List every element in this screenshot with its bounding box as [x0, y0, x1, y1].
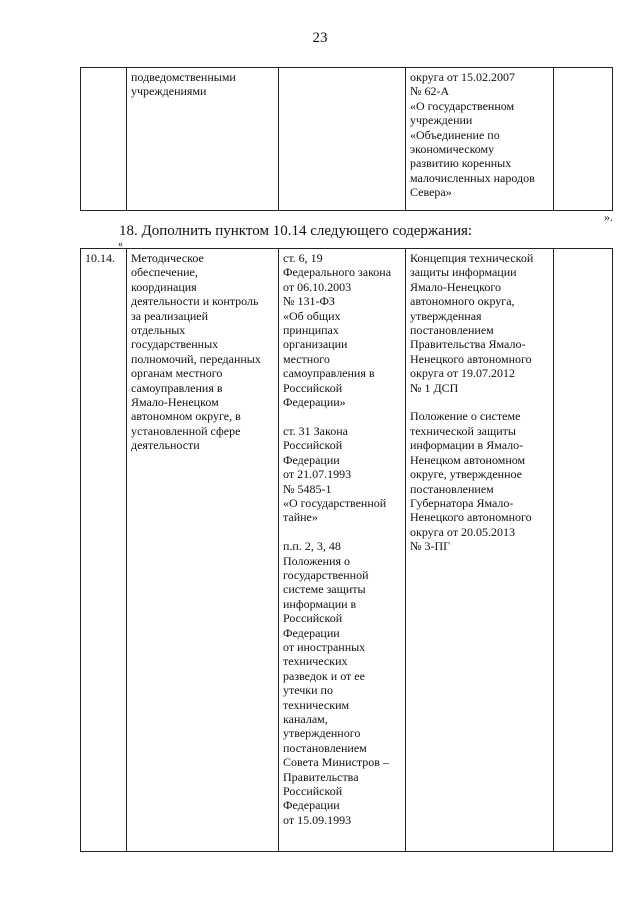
cell-legal-basis: ст. 6, 19 Федерального закона от 06.10.2003 № 131-ФЗ «Об общих принципах организации местного самоуправления в Российской Федерации» ст. 31 Закона Российской Федерации от 21.07.1993 № 5485-1 «О государственной тайне» п.п. 2, 3, 48 Положения о государственной системе защиты информации в Российской Федерации от иностранных технических разведок и от ее утечки по техническим каналам, утвержденного постановлением Совета Министров – Правительства Российской Федерации от 15.09.1993	[279, 249, 406, 852]
cell-empty	[554, 68, 613, 211]
cell-authority: Методическое обеспечение, координация деятельности и контроль за реализацией отдельных государственных полномочий, переданных органам местного самоуправления в Ямало-Ненецком автономном округе, в установленной сфере деятельности	[127, 249, 279, 852]
opening-quote: «	[118, 239, 123, 250]
table-row	[81, 249, 613, 852]
cell-empty	[554, 249, 613, 852]
cell-number: 10.14.	[81, 249, 127, 852]
cell-legal-basis	[279, 68, 406, 211]
page-number: 23	[312, 30, 328, 46]
table-row	[81, 68, 613, 211]
cell-number	[81, 68, 127, 211]
cell-regional-act: Концепция технической защиты информации Ямало-Ненецкого автономного округа, утвержденная постановлением Правительства Ямало- Ненецкого автономного округа от 19.07.2012 № 1 ДСП Положение о системе технической защиты информации в Ямало- Ненецком автономном округе, утвержденное постановлением Губернатора Ямало- Ненецкого автономного округа от 20.05.2013 № 3-ПГ	[406, 249, 554, 852]
cell-authority: подведомственными учреждениями	[127, 68, 279, 211]
closing-quote: ».	[604, 210, 613, 224]
cell-regional-act: округа от 15.02.2007 № 62-А «О государственном учреждении «Объединение по экономическому развитию коренных малочисленных народов Севера»	[406, 68, 554, 211]
new-item-table	[80, 248, 613, 852]
continued-table	[80, 67, 613, 211]
item-18-text: 18. Дополнить пунктом 10.14 следующего содержания:	[119, 223, 473, 239]
